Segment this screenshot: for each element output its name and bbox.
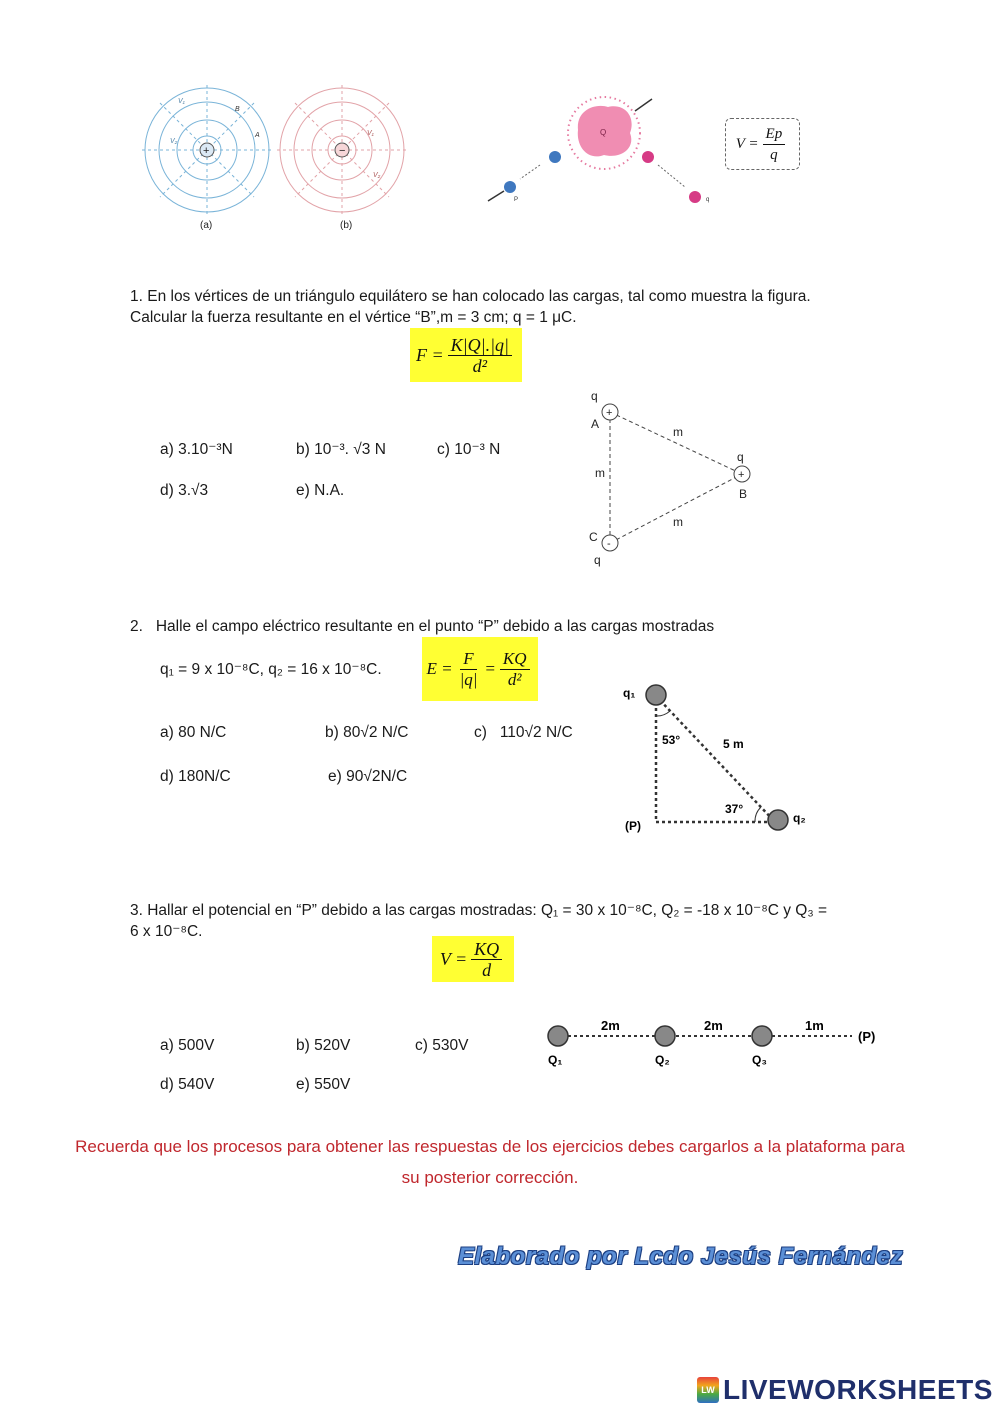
question-2-formula: E = $\frac{F}{|q|}$ = $\frac{KQ}{\text{d²}}$ xyxy=(422,637,538,701)
svg-text:2m: 2m xyxy=(704,1018,723,1033)
svg-text:Q: Q xyxy=(600,128,607,137)
svg-text:V₁: V₁ xyxy=(178,98,185,105)
svg-text:V₂: V₂ xyxy=(170,138,178,145)
triangle-diagram xyxy=(580,385,770,570)
svg-text:1m: 1m xyxy=(805,1018,824,1033)
author-signature: Elaborado por Lcdo Jesús Fernández xyxy=(458,1243,904,1270)
submission-note: Recuerda que los procesos para obtener las respuestas de los ejercicios debes cargarlos a la plataforma para su posterior corrección. xyxy=(75,1137,905,1187)
potential-formula-box: V = $\frac{Ep}{q}$ xyxy=(725,118,800,170)
svg-text:m: m xyxy=(673,515,683,529)
svg-text:P: P xyxy=(514,197,519,203)
question-3-option-c[interactable]: c) 530V xyxy=(415,1037,469,1054)
field-lines-figure-b xyxy=(275,85,410,240)
question-1-formula: F = $\frac{K|Q|.|q|}{\text{d²}}$ xyxy=(410,328,522,382)
svg-text:-: - xyxy=(607,538,611,550)
svg-text:q: q xyxy=(737,450,744,464)
question-3-formula: V = $\frac{KQ}{d}$ xyxy=(432,936,514,982)
liveworksheets-brand[interactable] xyxy=(697,1374,993,1406)
svg-text:37°: 37° xyxy=(725,802,744,816)
question-1-option-e[interactable]: e) N.A. xyxy=(296,482,345,499)
question-3-text: 3. Hallar el potencial en “P” debido a las cargas mostradas: Q₁ = 30 x 10⁻⁸C, Q₂ = -18 x 10⁻⁸C y Q₃ = 6 x 10⁻⁸C. xyxy=(130,902,828,940)
question-3-option-b[interactable]: b) 520V xyxy=(296,1037,351,1054)
question-3-option-d[interactable]: d) 540V xyxy=(160,1076,215,1093)
question-1-option-c[interactable]: c) 10⁻³ N xyxy=(437,441,501,458)
svg-text:A: A xyxy=(591,417,600,431)
question-2-text: 2. Halle el campo eléctrico resultante en el punto “P” debido a las cargas mostradas xyxy=(130,618,715,635)
svg-text:C: C xyxy=(589,530,598,544)
question-1-option-b[interactable]: b) 10⁻³. √3 N xyxy=(296,441,386,458)
svg-text:+: + xyxy=(606,407,613,419)
field-lines-figure-a xyxy=(140,85,275,240)
svg-text:q₂: q₂ xyxy=(793,811,806,825)
svg-text:(P): (P) xyxy=(858,1029,876,1044)
question-1-option-a[interactable]: a) 3.10⁻³N xyxy=(160,441,233,458)
svg-text:Q₂: Q₂ xyxy=(655,1053,670,1067)
svg-text:m: m xyxy=(673,425,683,439)
figure-b-label: (b) xyxy=(340,220,353,231)
svg-text:q₁: q₁ xyxy=(623,686,636,700)
svg-text:2m: 2m xyxy=(601,1018,620,1033)
svg-text:+: + xyxy=(738,469,745,481)
svg-text:5 m: 5 m xyxy=(723,737,744,751)
svg-text:(P): (P) xyxy=(625,819,641,833)
charge-q-illustration xyxy=(480,85,720,215)
question-2-option-d[interactable]: d) 180N/C xyxy=(160,768,231,785)
question-2-option-c[interactable]: c) 110√2 N/C xyxy=(474,724,573,741)
svg-text:q: q xyxy=(594,553,601,567)
liveworksheets-wordmark: LIVEWORKSHEETS xyxy=(723,1374,993,1405)
question-1-option-d[interactable]: d) 3.√3 xyxy=(160,482,209,499)
svg-text:B: B xyxy=(235,106,240,113)
svg-text:q: q xyxy=(591,389,598,403)
right-triangle-diagram xyxy=(615,680,815,840)
question-2-option-a[interactable]: a) 80 N/C xyxy=(160,724,227,741)
svg-text:V₁: V₁ xyxy=(367,130,374,137)
question-1-text: 1. En los vértices de un triángulo equilátero se han colocado las cargas, tal como muestra la figura. Calcular la fuerza resultante en el vértice “B”,m = 3 cm; q = 1 μC. xyxy=(130,288,811,326)
figure-a-label: (a) xyxy=(200,220,213,231)
question-2-option-b[interactable]: b) 80√2 N/C xyxy=(325,724,409,741)
svg-text:Q₃: Q₃ xyxy=(752,1053,767,1067)
svg-text:−: − xyxy=(339,145,346,157)
svg-text:B: B xyxy=(739,487,748,501)
svg-text:m: m xyxy=(595,466,605,480)
question-2-charges: q₁ = 9 x 10⁻⁸C, q₂ = 16 x 10⁻⁸C. xyxy=(160,661,382,678)
svg-text:V₂: V₂ xyxy=(373,172,381,179)
svg-text:53°: 53° xyxy=(662,733,681,747)
svg-text:q: q xyxy=(706,197,710,203)
svg-text:+: + xyxy=(203,145,210,157)
question-3-option-a[interactable]: a) 500V xyxy=(160,1037,215,1054)
question-3-option-e[interactable]: e) 550V xyxy=(296,1076,351,1093)
svg-text:Q₁: Q₁ xyxy=(548,1053,563,1067)
collinear-charges-diagram xyxy=(540,1010,890,1072)
question-2-option-e[interactable]: e) 90√2N/C xyxy=(328,768,408,785)
liveworksheets-logo-icon: LW xyxy=(697,1377,719,1403)
svg-text:A: A xyxy=(255,132,260,139)
